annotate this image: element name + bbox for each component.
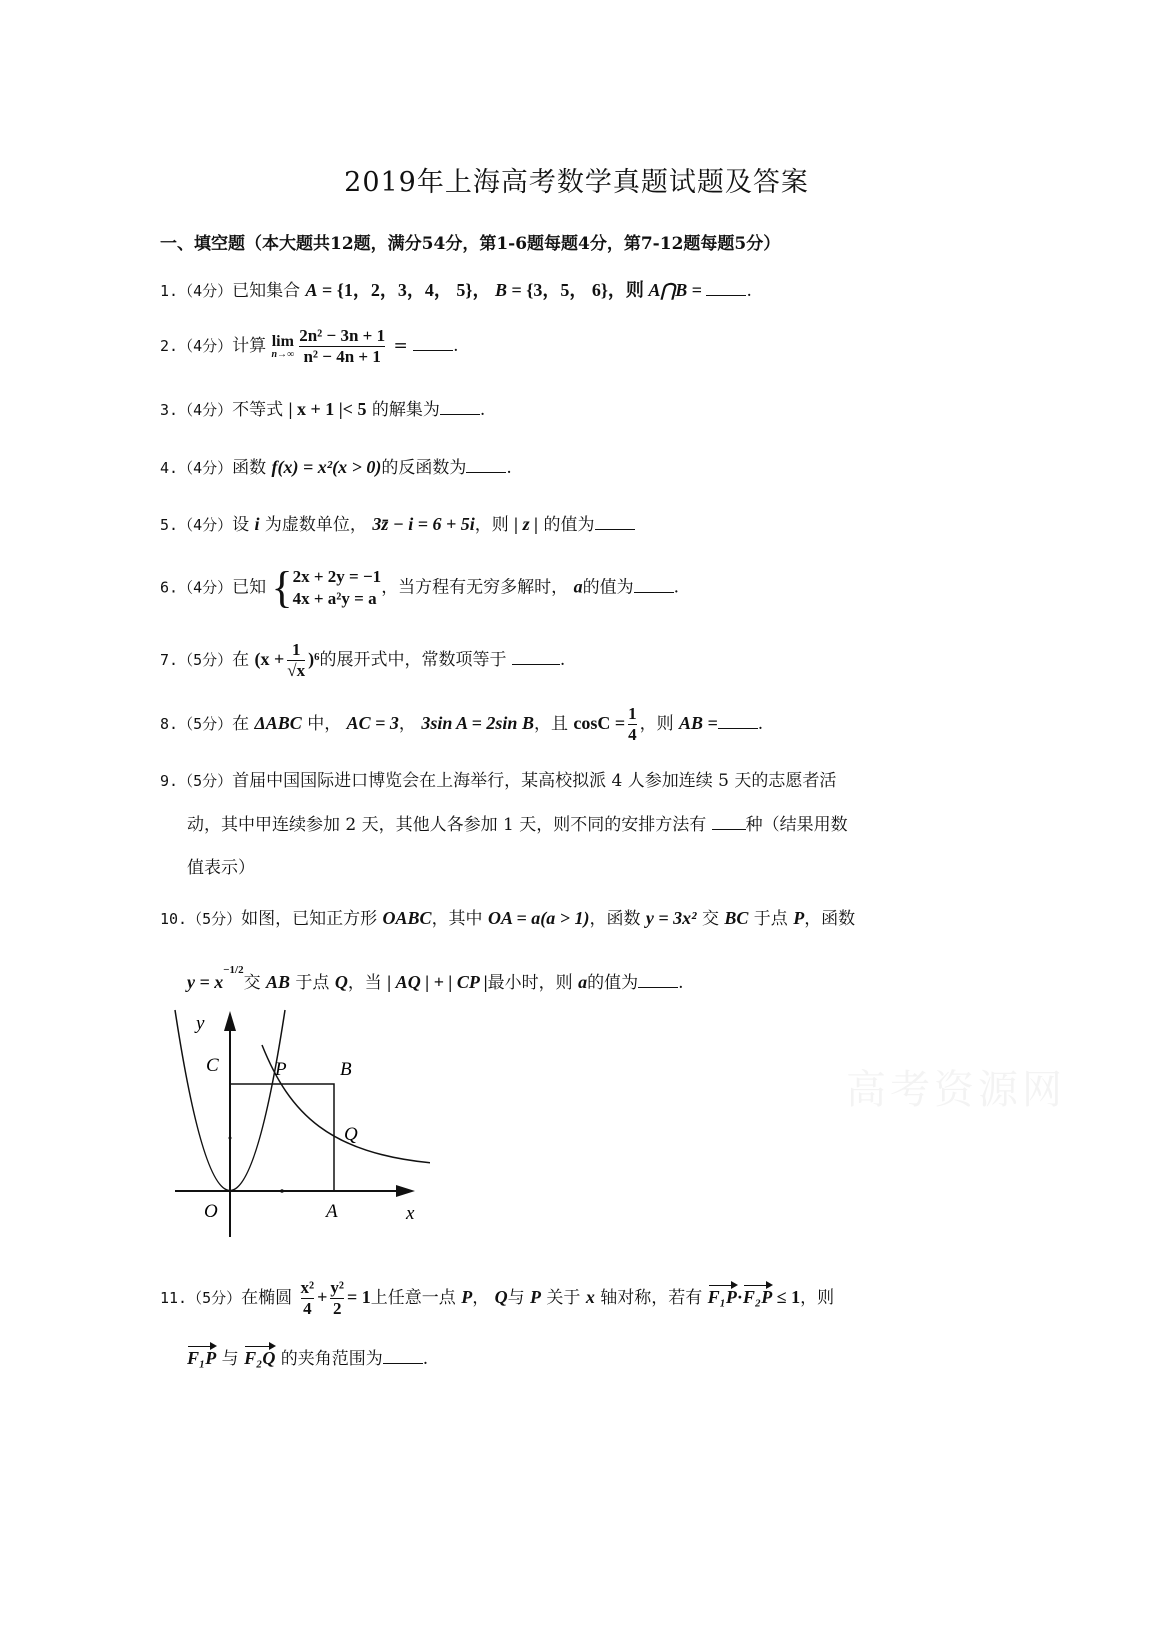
question-text: . [422, 1349, 429, 1369]
math-expr: OA = a(a > 1) [487, 908, 590, 928]
question-text: 值表示） [187, 858, 255, 878]
question-number: 9. [160, 772, 179, 790]
math-expr: ≤ 1 [772, 1287, 801, 1307]
question-10-figure [170, 1005, 430, 1245]
fraction-denominator: 2 [330, 1298, 344, 1319]
label-q: Q [344, 1124, 358, 1145]
question-text: 如图，已知正方形 [241, 909, 383, 929]
math-expr: = {3，5， 6}，则 [506, 280, 649, 300]
question-text: ，则 [474, 515, 515, 535]
fraction [628, 704, 637, 745]
question-10 [160, 904, 855, 929]
question-4 [160, 453, 512, 478]
question-text: 于点 [748, 909, 794, 929]
question-text: 在椭圆 [241, 1288, 298, 1308]
question-points: （5分） [178, 651, 233, 669]
vector-expr: F₁P [187, 1348, 217, 1368]
limit-label: lim [271, 332, 294, 350]
question-text: 函数 [232, 458, 272, 478]
math-expr: (x + [254, 649, 285, 669]
question-text: 交 [696, 909, 725, 929]
math-expr: = [388, 336, 414, 356]
question-text: 已知 [232, 577, 272, 598]
math-expr: + [317, 1287, 328, 1307]
vector-expr: F₁P [707, 1287, 737, 1307]
math-expr: = {1，2，3，4， 5}， [317, 280, 495, 300]
fraction-denominator: 4 [628, 725, 637, 744]
math-expr: AB = [679, 713, 718, 733]
question-text: 于点 [290, 973, 335, 993]
limit-operator [272, 334, 295, 360]
answer-blank[interactable] [718, 714, 758, 729]
question-text: . [757, 714, 764, 734]
question-text: 设 [232, 515, 255, 535]
question-text: 种（结果用数 [745, 815, 848, 835]
question-points: （4分） [178, 401, 233, 419]
math-expr: P [461, 1287, 473, 1307]
math-expr: = 1 [347, 1287, 371, 1307]
question-text: 的反函数为 [381, 458, 467, 478]
question-number: 11. [160, 1289, 188, 1307]
math-expr: | z | [514, 514, 539, 534]
fraction [287, 640, 305, 681]
question-5 [160, 510, 635, 535]
y-axis-arrow [224, 1011, 236, 1031]
answer-blank[interactable] [466, 458, 506, 473]
math-expr: P [793, 908, 805, 928]
question-points: （5分） [178, 772, 233, 790]
math-expr: AB [265, 972, 290, 992]
question-text: 的值为 [538, 515, 595, 535]
question-text: 的值为 [582, 577, 634, 598]
question-text: ，则 [800, 1288, 835, 1308]
math-expr: | x + 1 |< 5 [288, 399, 367, 419]
math-expr: A [305, 280, 318, 300]
math-expr: y = x [187, 972, 224, 992]
question-number: 5. [160, 516, 179, 534]
fraction-numerator: 1 [291, 640, 301, 659]
question-6 [160, 563, 679, 612]
equation-system [293, 566, 382, 610]
math-expr: · [736, 1287, 743, 1307]
question-number: 3. [160, 401, 179, 419]
question-text: 的夹角范围为 [275, 1349, 383, 1369]
question-number: 8. [160, 715, 179, 733]
fraction-denominator: 4 [301, 1298, 315, 1319]
fraction [299, 326, 385, 367]
question-text: 计算 [232, 336, 272, 356]
equation: 2x + 2y = −1 [292, 567, 382, 586]
question-text: 不等式 [232, 400, 289, 420]
question-9 [160, 766, 836, 791]
question-text: 为虚数单位， [259, 515, 373, 535]
fraction-numerator: 2n² − 3n + 1 [299, 326, 386, 345]
question-text: 的值为 [587, 973, 639, 993]
question-11 [160, 1278, 834, 1319]
math-expr: AC = 3 [346, 713, 399, 733]
question-text: ，函数 [804, 909, 856, 929]
math-expr: x [585, 1287, 595, 1307]
question-points: （5分） [187, 910, 242, 928]
question-text: . [678, 973, 684, 993]
math-expr: ΔABC [254, 713, 302, 733]
question-text: . [559, 650, 566, 670]
question-text: 已知集合 [232, 281, 306, 301]
question-text: 与 [216, 1349, 245, 1369]
math-expr: BC [724, 908, 749, 928]
question-text: ， [472, 1288, 495, 1308]
tick-point [280, 1189, 284, 1193]
question-text: 首届中国国际进口博览会在上海举行，某高校拟派 4 人参加连续 5 天的志愿者活 [232, 771, 837, 791]
question-number: 4. [160, 459, 179, 477]
answer-blank[interactable] [440, 400, 480, 415]
question-text: ，则 [639, 714, 680, 734]
math-expr: = [687, 280, 707, 300]
math-expr: f(x) = x²(x > 0) [271, 457, 382, 477]
question-text: ，函数 [589, 909, 646, 929]
answer-blank[interactable] [383, 1349, 423, 1364]
answer-blank[interactable] [595, 515, 635, 530]
question-text: 上任意一点 [370, 1288, 462, 1308]
question-number: 10. [160, 910, 188, 928]
question-text: ，其中 [431, 909, 488, 929]
answer-blank[interactable] [706, 281, 746, 296]
question-8 [160, 704, 763, 745]
math-expr: cosC = [573, 713, 626, 733]
fraction-denominator: √x [287, 661, 306, 680]
question-text: 的展开式中，常数项等于 [319, 650, 512, 670]
question-number: 1. [160, 282, 179, 300]
limit-subscript: n→∞ [271, 348, 295, 360]
section-heading: 一、填空题（本大题共12题，满分54分，第1-6题每题4分，第7-12题每题5分） [160, 234, 781, 254]
question-text: 动，其中甲连续参加 2 天，其他人各参加 1 天，则不同的安排方法有 [187, 815, 712, 835]
label-c: C [206, 1055, 219, 1076]
question-9-line-3 [187, 853, 255, 878]
math-exponent: −1/2 [223, 964, 244, 977]
fraction-numerator: 1 [628, 704, 637, 723]
x-axis-arrow [396, 1185, 415, 1197]
question-number: 6. [160, 578, 179, 597]
question-text: 关于 [541, 1288, 586, 1308]
tick-point [229, 1137, 232, 1140]
label-x: x [406, 1203, 415, 1224]
question-text: 在 [232, 650, 255, 670]
math-expr: 3z̄ − i = 6 + 5i [372, 514, 475, 534]
math-expr: P [530, 1287, 541, 1307]
answer-blank[interactable] [712, 815, 746, 830]
question-text: 与 [507, 1288, 530, 1308]
equation: 4x + a²y = a [292, 589, 377, 608]
answer-blank[interactable] [638, 973, 678, 988]
page-title: 2019年上海高考数学真题试题及答案 [344, 167, 809, 198]
question-text: . [506, 458, 512, 478]
math-expr: OABC [382, 908, 432, 928]
question-text: 轴对称，若有 [594, 1288, 708, 1308]
math-expr: )⁶ [308, 649, 320, 669]
fraction [301, 1278, 315, 1319]
question-text: . [479, 400, 486, 420]
math-expr: a [578, 972, 588, 992]
question-text: 的解集为 [366, 400, 440, 420]
label-y: y [196, 1013, 205, 1034]
question-text: 中， [301, 714, 347, 734]
question-text: 在 [232, 714, 255, 734]
fraction-numerator: y² [330, 1278, 345, 1297]
label-o: O [204, 1201, 218, 1222]
math-expr: A⋂B [648, 280, 688, 300]
question-text: 最小时，则 [487, 973, 579, 993]
answer-blank[interactable] [413, 336, 453, 351]
math-expr: y = 3x² [645, 908, 697, 928]
question-points: （4分） [178, 282, 233, 300]
question-text: ，当 [347, 973, 388, 993]
question-2 [160, 326, 459, 367]
math-expr: Q [494, 1287, 508, 1307]
question-points: （4分） [178, 578, 233, 597]
question-text: ，且 [533, 714, 574, 734]
left-brace: { [271, 563, 293, 612]
question-text: . [453, 336, 459, 356]
question-text: ， [398, 714, 422, 734]
math-expr: B [494, 280, 507, 300]
answer-blank[interactable] [634, 578, 674, 593]
question-11-line-2 [187, 1344, 428, 1369]
label-b: B [340, 1059, 352, 1080]
fraction [330, 1278, 344, 1319]
question-number: 7. [160, 651, 179, 669]
question-1 [160, 276, 752, 302]
math-expr: | AQ | + | CP | [387, 972, 488, 992]
fraction-denominator: n² − 4n + 1 [299, 346, 385, 367]
question-points: （5分） [187, 1289, 242, 1307]
math-expr: Q [334, 972, 348, 992]
label-p: P [275, 1059, 287, 1080]
math-expr: a [573, 576, 583, 597]
watermark: 高考资源网 [846, 1067, 1066, 1113]
vector-expr: F₂Q [244, 1348, 276, 1368]
question-text: . [673, 577, 679, 598]
vector-expr: F₂P [742, 1287, 773, 1307]
question-9-line-2 [187, 810, 848, 835]
question-7 [160, 640, 565, 681]
question-points: （5分） [178, 715, 233, 733]
question-text: . [746, 281, 752, 301]
math-expr: 3sin A = 2sin B [421, 713, 534, 733]
question-points: （4分） [178, 516, 233, 534]
answer-blank[interactable] [512, 650, 560, 665]
math-expr: i [254, 514, 260, 534]
question-number: 2. [160, 337, 179, 355]
fraction-numerator: x² [300, 1278, 315, 1297]
question-text: ，当方程有无穷多解时， [381, 577, 574, 598]
question-points: （4分） [178, 337, 233, 355]
question-10-line-2 [187, 964, 684, 993]
question-3 [160, 395, 485, 420]
label-a: A [326, 1201, 338, 1222]
question-text: 交 [243, 973, 266, 993]
question-points: （4分） [178, 459, 233, 477]
